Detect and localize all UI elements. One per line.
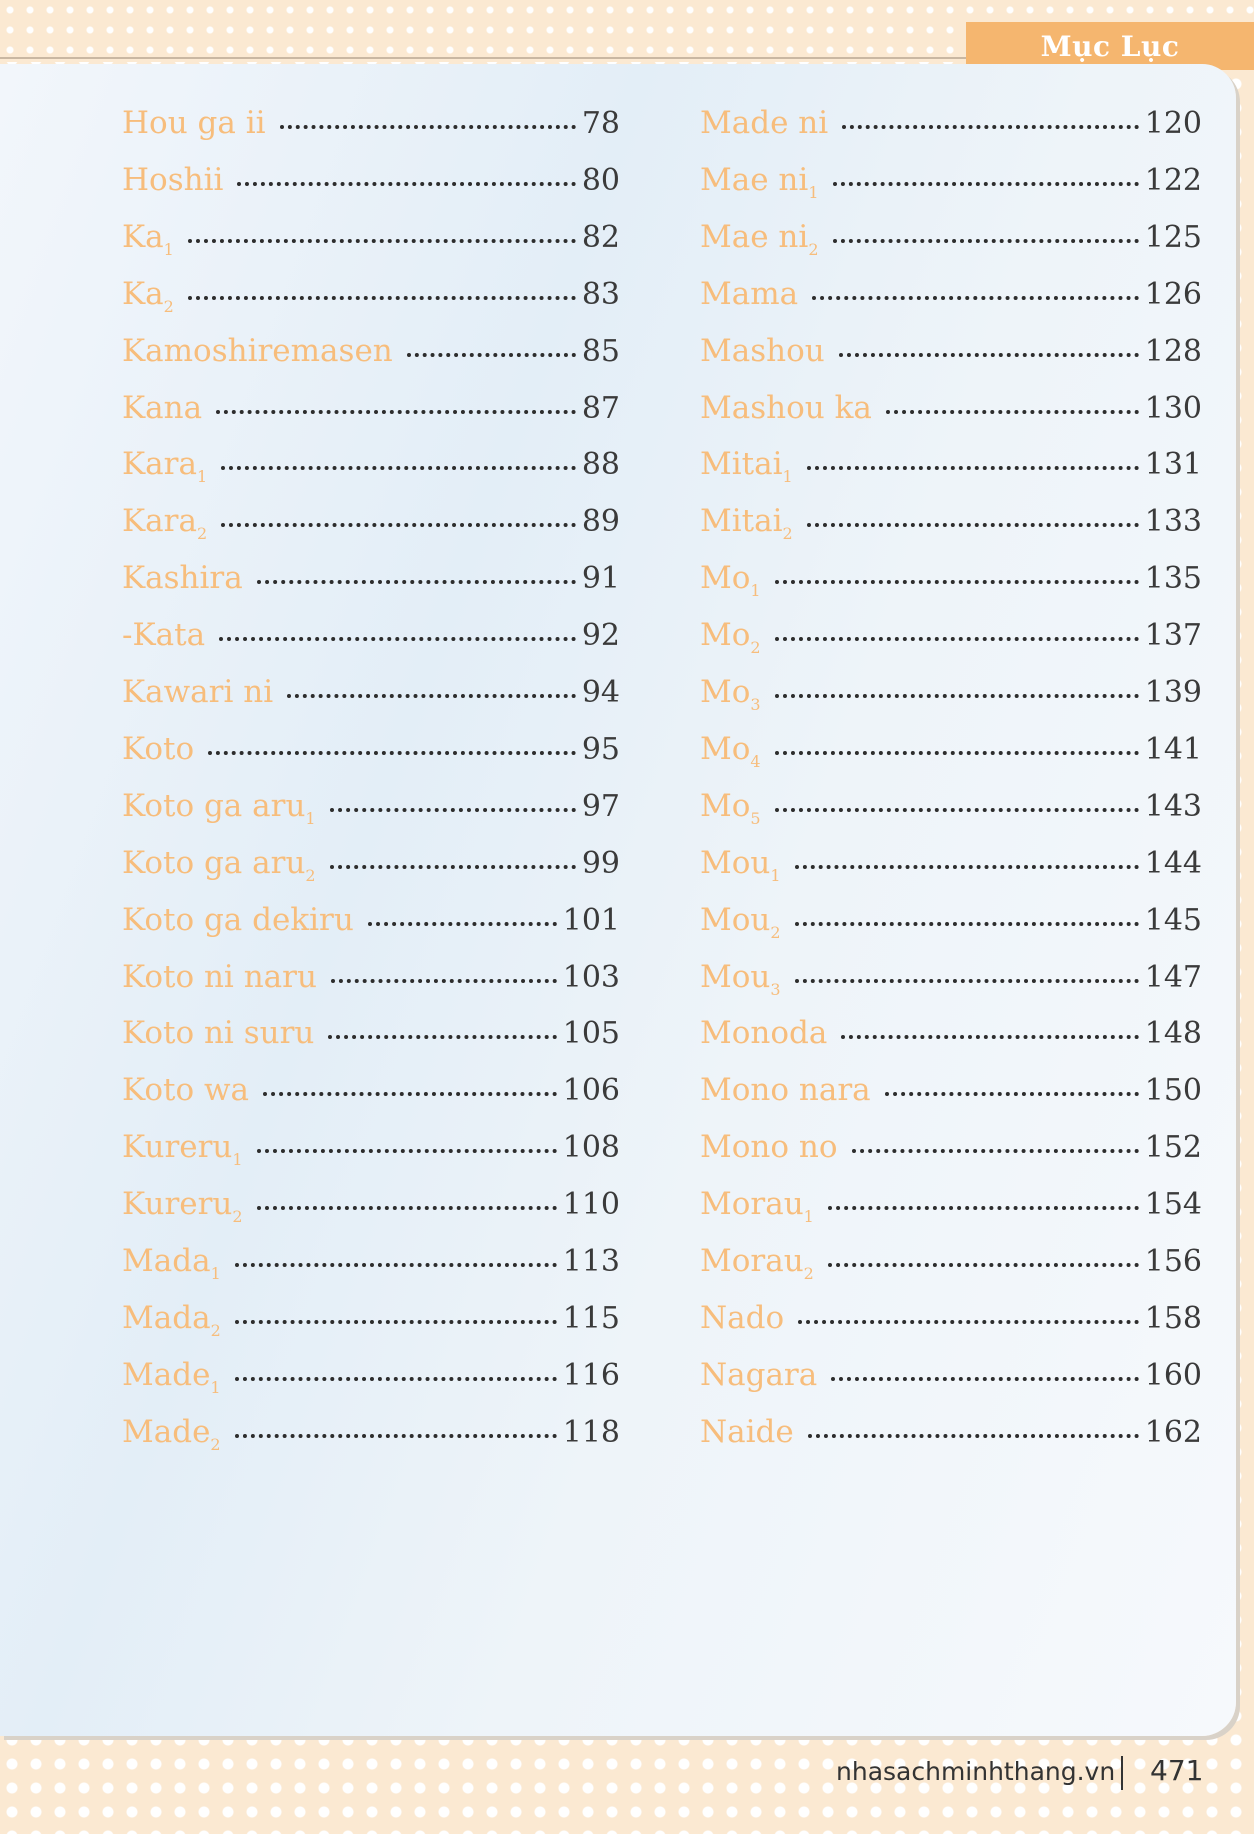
toc-entry[interactable]: [700, 1072, 1202, 1122]
dot-leader: [237, 182, 575, 186]
toc-entry-page: 118: [562, 1414, 620, 1450]
dot-leader: [216, 410, 576, 414]
toc-entry-page: 130: [1144, 390, 1202, 426]
toc-entry-subscript: 2: [196, 524, 208, 544]
toc-entry-page: 103: [562, 959, 620, 995]
toc-entry-page: 144: [1144, 845, 1202, 881]
toc-column-right: [700, 64, 1202, 1736]
toc-entry-subscript: 2: [770, 922, 781, 942]
toc-entry-page: 92: [581, 618, 620, 654]
toc-entry-subscript: 5: [750, 808, 761, 828]
toc-entry-page: 110: [562, 1187, 620, 1223]
toc-entry[interactable]: [122, 1015, 620, 1065]
toc-entry-page: 147: [1144, 959, 1202, 995]
dot-leader: [235, 1263, 557, 1267]
toc-entry-term: Mono no: [700, 1129, 838, 1166]
toc-entry[interactable]: [700, 333, 1202, 383]
toc-entry-term: $Ka_2$: [122, 275, 174, 316]
toc-entry-term: Kawari ni: [122, 674, 274, 710]
toc-entry-page: 137: [1144, 618, 1202, 654]
dot-leader: [775, 637, 1139, 641]
toc-entry-subscript: 1: [808, 182, 819, 202]
toc-entry-subscript: 2: [782, 524, 793, 544]
dot-leader: [257, 1149, 557, 1153]
toc-entry-page: 154: [1144, 1187, 1202, 1223]
toc-entry-term: $Mo_5$: [700, 787, 761, 828]
dot-leader: [330, 808, 576, 812]
toc-entry-term: Koto ga dekiru: [122, 901, 354, 938]
section-title-tab: [966, 22, 1254, 70]
toc-entry-term: Naide: [700, 1413, 794, 1450]
toc-entry-term: Koto wa: [122, 1072, 249, 1109]
toc-entry[interactable]: [700, 219, 1202, 269]
toc-column-left: [122, 64, 620, 1736]
toc-entry[interactable]: [700, 446, 1202, 496]
toc-entry-term: Koto: [122, 730, 195, 767]
dot-leader: [775, 580, 1139, 584]
toc-entry[interactable]: [700, 390, 1202, 440]
toc-entry[interactable]: [700, 1186, 1202, 1236]
dot-leader: [807, 523, 1139, 527]
toc-entry[interactable]: [700, 276, 1202, 326]
toc-entry-term: Koto ga aru$_1$: [122, 787, 316, 828]
toc-entry-page: 162: [1144, 1414, 1202, 1450]
toc-entry[interactable]: [122, 1414, 620, 1464]
toc-entry-subscript: 1: [803, 1207, 814, 1227]
toc-entry-page: 80: [581, 162, 620, 198]
toc-entry-term: Nado: [700, 1299, 785, 1336]
toc-entry-term: Mashou ka: [700, 389, 872, 426]
toc-entry-term: Morau$_1$: [700, 1186, 814, 1227]
toc-entry-term: Made ni: [700, 105, 829, 141]
toc-entry-term: Mitai$_2$: [700, 503, 793, 544]
toc-entry-term: Mou$_1$: [700, 844, 781, 885]
toc-entry[interactable]: [700, 674, 1202, 724]
toc-entry-subscript: 1: [305, 808, 316, 828]
toc-entry[interactable]: [122, 959, 620, 1009]
toc-entry[interactable]: [122, 1357, 620, 1407]
toc-entry-term: Kana: [122, 389, 203, 426]
toc-entry-page: 158: [1144, 1300, 1202, 1336]
dot-leader: [842, 125, 1139, 129]
footer-page-number: 471: [1150, 1754, 1204, 1787]
toc-entry-term: Mae $ni_1$: [700, 161, 819, 202]
toc-entry-subscript: 1: [782, 467, 793, 487]
dot-leader: [852, 1149, 1139, 1153]
toc-entry-page: 85: [581, 333, 620, 369]
dot-leader: [886, 410, 1139, 414]
toc-entry[interactable]: [122, 1072, 620, 1122]
dot-leader: [328, 1035, 556, 1039]
toc-entry-page: 78: [581, 106, 620, 141]
dot-leader: [807, 466, 1139, 470]
toc-entry[interactable]: [700, 105, 1202, 155]
toc-entry[interactable]: [700, 1015, 1202, 1065]
toc-entry[interactable]: [122, 105, 620, 155]
toc-entry-page: 108: [562, 1130, 620, 1166]
dot-leader: [407, 353, 576, 357]
toc-entry-page: 115: [562, 1300, 620, 1336]
dot-leader: [795, 865, 1139, 869]
footer-divider: [1121, 1756, 1123, 1790]
toc-entry-page: 87: [581, 390, 620, 426]
toc-entry-subscript: 3: [750, 695, 761, 714]
toc-entry-term: Hou ga ii: [122, 105, 266, 141]
toc-entry[interactable]: [700, 902, 1202, 952]
toc-entry-subscript: 3: [770, 979, 781, 999]
dot-leader: [263, 1092, 557, 1096]
toc-entry-page: 82: [581, 219, 620, 255]
toc-entry-page: 97: [581, 788, 620, 824]
toc-entry-page: 91: [581, 561, 620, 597]
toc-entry-page: 160: [1144, 1357, 1202, 1393]
toc-entry-page: 128: [1144, 333, 1202, 369]
toc-entry[interactable]: [122, 617, 620, 667]
toc-entry[interactable]: [700, 1300, 1202, 1350]
toc-entry-term: Kamoshiremasen: [122, 332, 393, 369]
toc-entry[interactable]: [122, 162, 620, 212]
toc-entry[interactable]: [700, 845, 1202, 895]
toc-entry[interactable]: [700, 1243, 1202, 1293]
dot-leader: [257, 580, 576, 584]
toc-entry-page: 106: [562, 1073, 620, 1109]
toc-entry-subscript: 2: [305, 865, 316, 885]
toc-entry-subscript: 2: [163, 296, 174, 316]
dot-leader: [219, 637, 576, 641]
toc-entry[interactable]: [122, 503, 620, 553]
toc-entry-page: 101: [562, 902, 620, 938]
dot-leader: [330, 865, 576, 869]
dot-leader: [798, 1320, 1139, 1324]
toc-entry[interactable]: [700, 1414, 1202, 1464]
toc-entry-term: Koto ga aru$_2$: [122, 844, 316, 885]
toc-entry[interactable]: [122, 674, 620, 724]
toc-entry-subscript: 2: [808, 239, 819, 259]
dot-leader: [839, 353, 1139, 357]
toc-entry[interactable]: [122, 1129, 620, 1179]
dot-leader: [828, 1206, 1139, 1210]
toc-entry-term: Kureru$_2$: [122, 1186, 243, 1227]
toc-entry-subscript: 2: [210, 1320, 221, 1340]
dot-leader: [775, 808, 1139, 812]
dot-leader: [221, 523, 576, 527]
toc-entry-term: Kashira: [122, 560, 243, 597]
dot-leader: [235, 1320, 557, 1324]
dot-leader: [885, 1092, 1139, 1096]
toc-entry-term: Mae $ni_2$: [700, 218, 819, 259]
toc-entry-term: Mashou: [700, 332, 825, 369]
toc-entry-subscript: 1: [210, 1264, 221, 1283]
toc-entry-page: 89: [581, 504, 620, 540]
footer-website: nhasachminhthang.vn: [836, 1757, 1116, 1786]
toc-entry[interactable]: [122, 845, 620, 895]
toc-entry[interactable]: [122, 333, 620, 383]
toc-entry-term: Mono nara: [700, 1072, 871, 1109]
toc-entry-page: 148: [1144, 1016, 1202, 1052]
toc-entry-term: Morau$_2$: [700, 1243, 814, 1283]
dot-leader: [368, 922, 557, 926]
toc-entry-term: Kara$_1$: [122, 446, 208, 487]
dot-leader: [831, 1377, 1139, 1381]
toc-entry[interactable]: [122, 560, 620, 610]
toc-entry-subscript: 1: [163, 239, 174, 259]
toc-entry[interactable]: [700, 1357, 1202, 1407]
toc-entry-subscript: 1: [210, 1377, 221, 1397]
dot-leader: [833, 239, 1139, 243]
dot-leader: [812, 296, 1139, 300]
section-title: Mục Lục: [1040, 29, 1180, 63]
toc-entry-page: 94: [581, 675, 620, 710]
toc-entry-term: Koto ni suru: [122, 1015, 315, 1052]
toc-entry-page: 122: [1144, 162, 1202, 198]
toc-entry-page: 135: [1144, 561, 1202, 597]
toc-entry-term: $Mo_4$: [700, 730, 761, 771]
toc-entry-page: 125: [1144, 219, 1202, 255]
toc-entry-term: Mou$_2$: [700, 901, 781, 942]
dot-leader: [235, 1377, 557, 1381]
toc-entry[interactable]: [122, 390, 620, 440]
toc-entry-page: 156: [1144, 1244, 1202, 1279]
toc-entry[interactable]: [700, 788, 1202, 838]
dot-leader: [833, 182, 1139, 186]
toc-entry-term: Koto ni naru: [122, 958, 317, 995]
toc-entry-page: 83: [581, 276, 620, 312]
toc-entry[interactable]: [700, 959, 1202, 1009]
toc-entry-subscript: 2: [750, 638, 761, 658]
toc-entry-term: Kureru$_1$: [122, 1129, 243, 1170]
toc-entry-term: Hoshii: [122, 161, 224, 198]
toc-entry-page: 141: [1144, 731, 1202, 767]
toc-entry-page: 131: [1144, 447, 1202, 483]
dot-leader: [841, 1035, 1138, 1039]
dot-leader: [795, 922, 1139, 926]
toc-entry[interactable]: [122, 446, 620, 496]
dot-leader: [775, 694, 1139, 698]
toc-entry[interactable]: [122, 1300, 620, 1350]
toc-entry-term: $Ka_1$: [122, 218, 174, 259]
dot-leader: [808, 1434, 1139, 1438]
toc-entry-term: $Mo_1$: [700, 560, 761, 601]
toc-entry-term: $Mo_2$: [700, 617, 761, 658]
toc-entry-term: -Kata: [122, 617, 206, 654]
toc-entry-page: 143: [1144, 788, 1202, 824]
toc-entry-term: Made$_1$: [122, 1356, 221, 1397]
toc-entry-term: Mada$_2$: [122, 1299, 221, 1340]
toc-entry[interactable]: [122, 219, 620, 269]
toc-entry[interactable]: [700, 162, 1202, 212]
toc-entry-subscript: 1: [196, 467, 208, 487]
dot-leader: [828, 1263, 1139, 1267]
toc-entry-page: 99: [581, 845, 620, 881]
toc-entry[interactable]: [122, 788, 620, 838]
toc-entry-page: 152: [1144, 1130, 1202, 1166]
toc-entry[interactable]: [700, 503, 1202, 553]
dot-leader: [221, 466, 576, 470]
header-rule: [0, 57, 970, 59]
toc-entry-term: Mou$_3$: [700, 958, 781, 999]
toc-entry-page: 126: [1144, 276, 1202, 312]
toc-entry-term: Made$_2$: [122, 1413, 221, 1454]
toc-entry-page: 145: [1144, 902, 1202, 938]
toc-entry-subscript: 4: [750, 751, 761, 771]
dot-leader: [235, 1434, 557, 1438]
dot-leader: [795, 979, 1139, 983]
toc-entry[interactable]: [700, 1129, 1202, 1179]
toc-entry-page: 88: [581, 447, 620, 483]
dot-leader: [280, 125, 576, 129]
toc-entry-subscript: 2: [803, 1264, 814, 1283]
dot-leader: [331, 979, 557, 983]
toc-entry[interactable]: [122, 731, 620, 781]
toc-entry[interactable]: [122, 902, 620, 952]
dot-leader: [775, 751, 1139, 755]
toc-entry[interactable]: [700, 617, 1202, 667]
toc-entry-subscript: 2: [210, 1434, 221, 1454]
toc-entry[interactable]: [700, 731, 1202, 781]
toc-entry[interactable]: [700, 560, 1202, 610]
toc-entry-page: 150: [1144, 1073, 1202, 1109]
toc-entry[interactable]: [122, 276, 620, 326]
dot-leader: [287, 694, 576, 698]
toc-entry-page: 113: [562, 1244, 620, 1279]
toc-entry-page: 139: [1144, 675, 1202, 710]
toc-entry-term: Mama: [700, 275, 799, 312]
toc-entry-term: $Mo_3$: [700, 674, 761, 714]
dot-leader: [188, 296, 576, 300]
toc-entry-term: Mada$_1$: [122, 1243, 221, 1283]
dot-leader: [208, 751, 576, 755]
toc-entry-subscript: 1: [232, 1150, 243, 1170]
toc-entry-term: Mitai$_1$: [700, 446, 793, 487]
toc-entry[interactable]: [122, 1243, 620, 1293]
toc-entry-subscript: 1: [750, 581, 761, 601]
toc-entry-page: 105: [562, 1016, 620, 1052]
dot-leader: [188, 239, 576, 243]
dot-leader: [257, 1206, 557, 1210]
toc-entry-term: Nagara: [700, 1356, 818, 1393]
toc-entry-term: Kara$_2$: [122, 503, 208, 544]
toc-entry-page: 95: [581, 731, 620, 767]
toc-entry[interactable]: [122, 1186, 620, 1236]
toc-entry-page: 120: [1144, 106, 1202, 141]
toc-entry-page: 116: [562, 1357, 620, 1393]
toc-entry-subscript: 1: [770, 865, 781, 885]
toc-entry-page: 133: [1144, 504, 1202, 540]
toc-entry-subscript: 2: [232, 1207, 243, 1227]
toc-entry-term: Monoda: [700, 1015, 828, 1052]
